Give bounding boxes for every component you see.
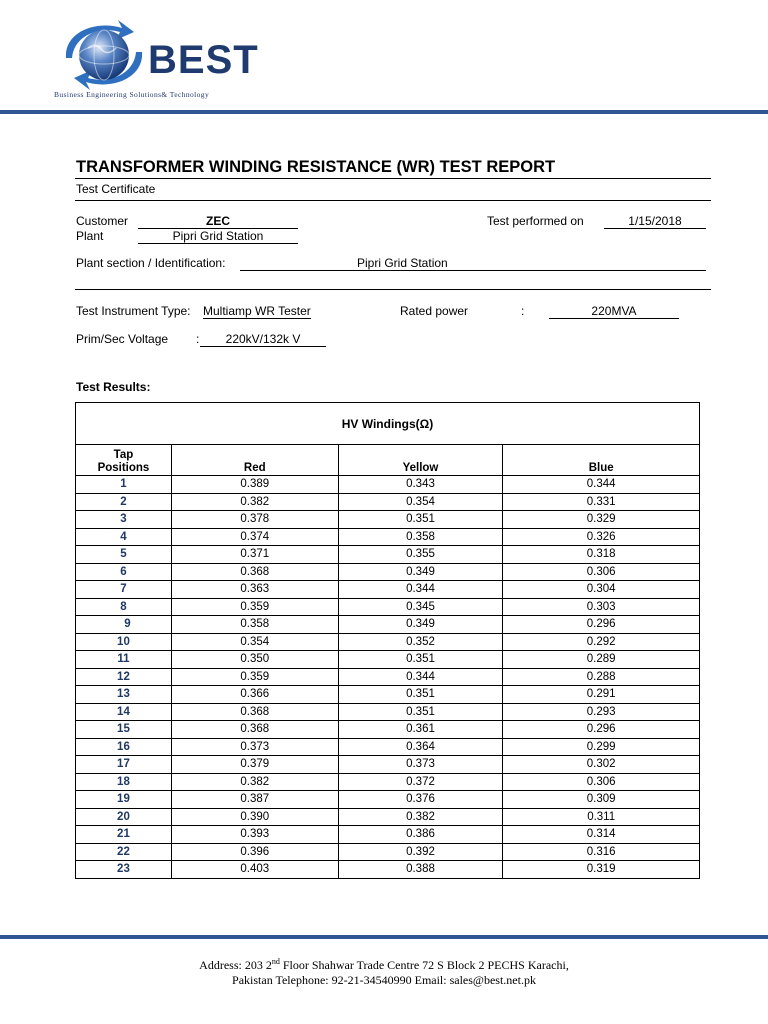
rated-power-value: 220MVA [549,304,679,319]
rated-power-colon: : [521,304,525,318]
blue-cell: 0.299 [503,738,700,756]
plant-section-value: Pipri Grid Station [240,256,706,271]
tap-cell: 12 [76,668,172,686]
blue-cell: 0.306 [503,773,700,791]
results-table [75,402,700,879]
table-row [76,721,700,739]
yellow-cell: 0.358 [338,528,503,546]
tap-cell: 17 [76,756,172,774]
red-cell: 0.374 [171,528,338,546]
blue-cell: 0.306 [503,563,700,581]
tap-header-line1: Tap [113,449,134,461]
blue-cell: 0.296 [503,616,700,634]
yellow-cell: 0.372 [338,773,503,791]
red-cell: 0.379 [171,756,338,774]
red-cell: 0.359 [171,598,338,616]
table-row [76,616,700,634]
blue-column-header: Blue [503,445,700,476]
tap-cell: 16 [76,738,172,756]
tap-cell: 13 [76,686,172,704]
tap-positions-header [76,445,172,476]
red-cell: 0.373 [171,738,338,756]
tap-cell: 14 [76,703,172,721]
table-row [76,791,700,809]
table-row [76,581,700,599]
yellow-cell: 0.351 [338,686,503,704]
red-cell: 0.390 [171,808,338,826]
yellow-cell: 0.349 [338,616,503,634]
blue-cell: 0.316 [503,843,700,861]
subtitle-underline [75,200,711,201]
yellow-cell: 0.344 [338,668,503,686]
table-row [76,773,700,791]
blue-cell: 0.289 [503,651,700,669]
plant-section-label: Plant section / Identification: [76,256,226,270]
tap-cell: 23 [76,861,172,879]
blue-cell: 0.318 [503,546,700,564]
blue-cell: 0.309 [503,791,700,809]
blue-cell: 0.329 [503,511,700,529]
table-row [76,493,700,511]
test-performed-label: Test performed on [487,214,584,228]
footer-rule [0,935,768,939]
instrument-label: Test Instrument Type: [76,304,191,318]
blue-cell: 0.344 [503,476,700,494]
yellow-cell: 0.343 [338,476,503,494]
red-cell: 0.359 [171,668,338,686]
yellow-cell: 0.386 [338,826,503,844]
red-cell: 0.371 [171,546,338,564]
blue-cell: 0.326 [503,528,700,546]
tap-cell: 19 [76,791,172,809]
yellow-cell: 0.351 [338,511,503,529]
plant-value: Pipri Grid Station [138,229,298,244]
table-row [76,826,700,844]
yellow-cell: 0.345 [338,598,503,616]
table-row [76,843,700,861]
test-performed-value: 1/15/2018 [604,214,706,229]
tap-cell: 5 [76,546,172,564]
table-row [76,476,700,494]
report-title: TRANSFORMER WINDING RESISTANCE (WR) TEST REPORT [76,158,556,176]
results-table-body [76,476,700,879]
tap-cell: 1 [76,476,172,494]
red-cell: 0.354 [171,633,338,651]
red-cell: 0.368 [171,721,338,739]
blue-cell: 0.302 [503,756,700,774]
yellow-cell: 0.376 [338,791,503,809]
blue-cell: 0.303 [503,598,700,616]
tap-cell: 8 [76,598,172,616]
red-cell: 0.393 [171,826,338,844]
red-cell: 0.350 [171,651,338,669]
table-row [76,738,700,756]
tap-cell: 11 [76,651,172,669]
blue-cell: 0.304 [503,581,700,599]
address-pre: Address: 203 2 [199,958,272,972]
table-row [76,668,700,686]
yellow-cell: 0.349 [338,563,503,581]
red-cell: 0.378 [171,511,338,529]
table-row [76,546,700,564]
tap-cell: 7 [76,581,172,599]
table-row [76,563,700,581]
test-results-label: Test Results: [76,380,151,394]
red-cell: 0.382 [171,773,338,791]
customer-value: ZEC [138,214,298,229]
yellow-cell: 0.373 [338,756,503,774]
yellow-cell: 0.351 [338,651,503,669]
blue-cell: 0.292 [503,633,700,651]
tap-cell: 9 [76,616,172,634]
yellow-cell: 0.354 [338,493,503,511]
red-cell: 0.368 [171,703,338,721]
tap-cell: 6 [76,563,172,581]
red-column-header: Red [171,445,338,476]
tap-cell: 15 [76,721,172,739]
yellow-cell: 0.355 [338,546,503,564]
footer-address [0,958,768,988]
table-row [76,528,700,546]
table-row [76,703,700,721]
table-row [76,598,700,616]
section-divider [75,289,711,290]
tap-cell: 4 [76,528,172,546]
blue-cell: 0.319 [503,861,700,879]
globe-logo-icon [56,18,152,90]
red-cell: 0.363 [171,581,338,599]
results-table-container [75,402,700,879]
tap-cell: 20 [76,808,172,826]
red-cell: 0.389 [171,476,338,494]
blue-cell: 0.291 [503,686,700,704]
yellow-cell: 0.392 [338,843,503,861]
title-underline [75,178,711,179]
instrument-value: Multiamp WR Tester [203,304,311,318]
tap-cell: 10 [76,633,172,651]
table-row [76,686,700,704]
yellow-cell: 0.364 [338,738,503,756]
blue-cell: 0.311 [503,808,700,826]
tap-cell: 18 [76,773,172,791]
yellow-cell: 0.388 [338,861,503,879]
yellow-cell: 0.351 [338,703,503,721]
blue-cell: 0.296 [503,721,700,739]
red-cell: 0.358 [171,616,338,634]
table-row [76,756,700,774]
plant-label: Plant [76,229,104,243]
company-logo [54,18,294,102]
footer-line2: Pakistan Telephone: 92-21-34540990 Email: sales@best.net.pk [232,973,536,987]
blue-cell: 0.314 [503,826,700,844]
address-sup: nd [271,957,280,966]
address-post: Floor Shahwar Trade Centre 72 S Block 2 PECHS Karachi, [279,958,569,972]
header-rule [0,110,768,114]
voltage-value: 220kV/132k V [200,332,326,347]
table-row [76,511,700,529]
tap-cell: 22 [76,843,172,861]
logo-subtitle: Business Engineering Solutions& Technology [54,90,210,99]
tap-header-line2: Positions [97,462,150,474]
blue-cell: 0.331 [503,493,700,511]
red-cell: 0.382 [171,493,338,511]
yellow-cell: 0.344 [338,581,503,599]
yellow-column-header: Yellow [338,445,503,476]
voltage-colon: : [196,332,200,346]
hv-windings-header: HV Windings(Ω) [76,403,700,445]
footer-line1 [0,958,768,973]
rated-power-label: Rated power [400,304,469,318]
customer-label: Customer [76,214,129,228]
table-row [76,861,700,879]
yellow-cell: 0.382 [338,808,503,826]
table-row [76,633,700,651]
tap-cell: 21 [76,826,172,844]
report-subtitle: Test Certificate [76,182,156,196]
tap-cell: 2 [76,493,172,511]
blue-cell: 0.293 [503,703,700,721]
red-cell: 0.396 [171,843,338,861]
red-cell: 0.368 [171,563,338,581]
tap-cell: 3 [76,511,172,529]
table-row [76,808,700,826]
red-cell: 0.403 [171,861,338,879]
yellow-cell: 0.361 [338,721,503,739]
yellow-cell: 0.352 [338,633,503,651]
red-cell: 0.366 [171,686,338,704]
red-cell: 0.387 [171,791,338,809]
voltage-label: Prim/Sec Voltage [76,332,169,346]
blue-cell: 0.288 [503,668,700,686]
logo-text: BEST [148,38,259,82]
table-row [76,651,700,669]
